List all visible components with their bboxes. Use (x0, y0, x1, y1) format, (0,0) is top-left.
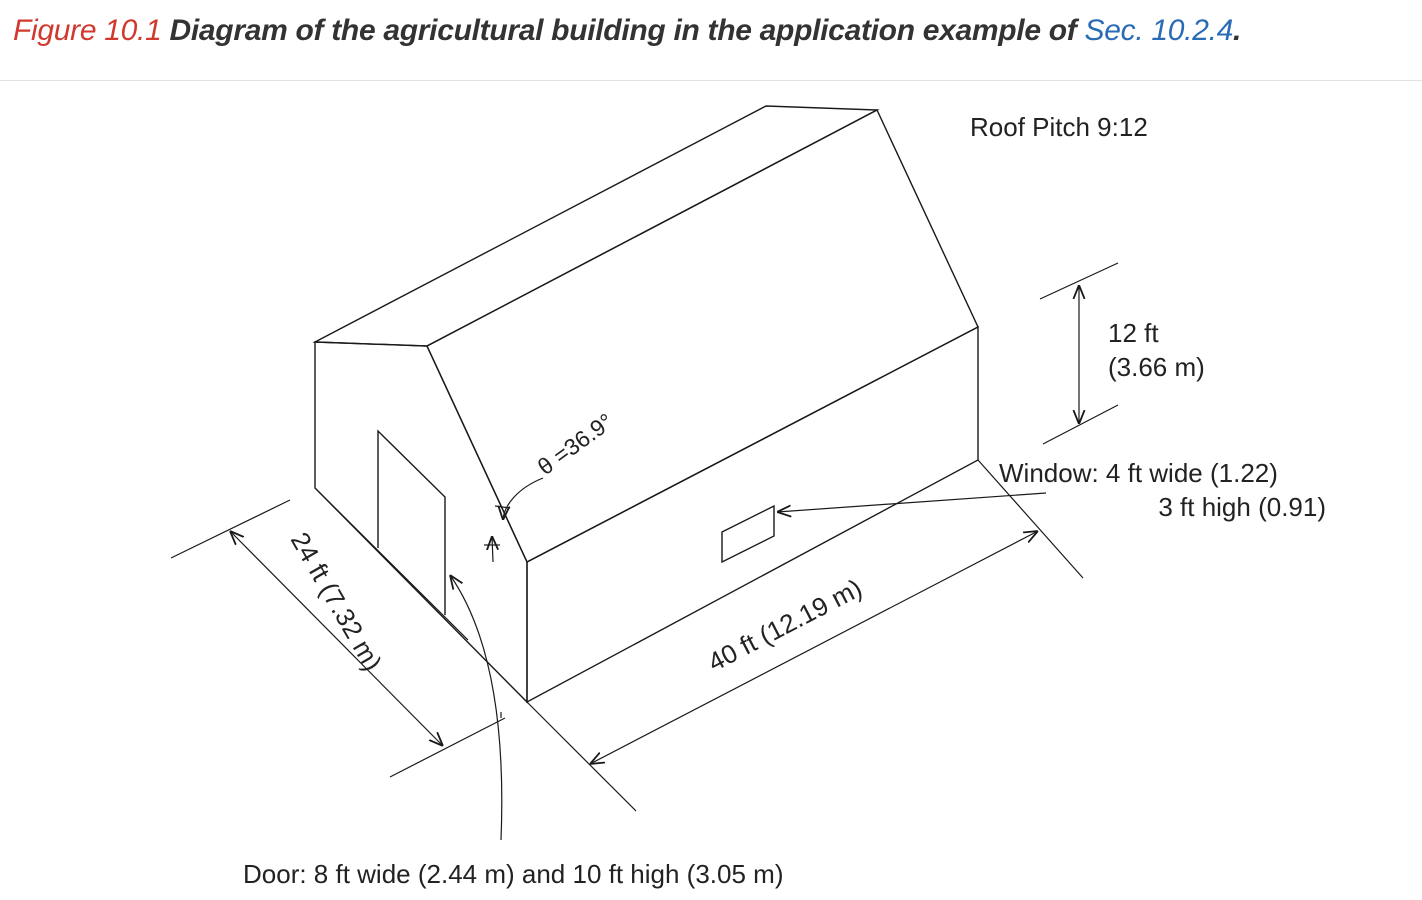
angle-arc (503, 478, 543, 520)
length-dimension-line (590, 531, 1038, 764)
roof-pitch-label: Roof Pitch 9:12 (970, 112, 1148, 142)
width-dimension-label: 24 ft (7.32 m) (284, 527, 389, 676)
door-leader (450, 575, 502, 840)
width-dimension-line (230, 531, 443, 746)
angle-label: θ =36.9° (532, 408, 618, 481)
ground-extension-corner (527, 702, 636, 811)
window-label-line2: 3 ft high (0.91) (1158, 492, 1326, 522)
window (722, 506, 774, 562)
figure-label: Figure 10.1 (13, 14, 162, 47)
section-link[interactable]: Sec. 10.2.4 (1084, 14, 1234, 47)
height-extension-bottom (1043, 405, 1118, 444)
roof-front-plane (427, 110, 978, 562)
figure-caption (13, 14, 1241, 48)
door (378, 431, 445, 615)
width-extension-top (171, 500, 290, 558)
height-m-label: (3.66 m) (1108, 352, 1205, 382)
length-dimension-label: 40 ft (12.19 m) (702, 572, 867, 678)
height-ft-label: 12 ft (1108, 318, 1159, 348)
roof-back-plane (315, 106, 877, 346)
building-outline (315, 106, 978, 702)
window-label-line1: Window: 4 ft wide (1.22) (999, 458, 1278, 488)
door-label: Door: 8 ft wide (2.44 m) and 10 ft high (3.05 m) (243, 859, 784, 889)
caption-bar (0, 0, 1422, 81)
caption-period: . (1233, 14, 1242, 47)
angle-arrow-lower (492, 536, 493, 562)
caption-title: Diagram of the agricultural building in the application example of (161, 14, 1085, 47)
building-diagram (0, 81, 1422, 900)
width-extension-bottom (390, 718, 505, 777)
